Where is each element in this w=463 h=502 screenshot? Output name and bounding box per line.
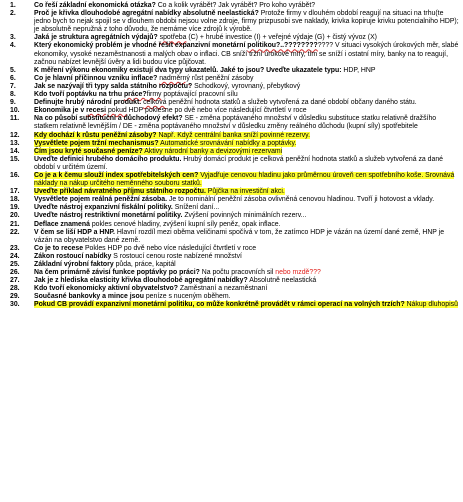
question-text <box>34 10 459 33</box>
question-prompt: V čem se liší HDP a HNP. <box>34 228 115 236</box>
question-number: 26. <box>10 269 20 277</box>
question-number: 8. <box>10 91 16 99</box>
question-number: 11. <box>10 115 20 123</box>
question-item <box>4 301 459 309</box>
question-item <box>4 75 459 83</box>
question-text <box>34 285 267 292</box>
question-number: 28. <box>10 285 20 293</box>
question-prompt: Jak se nazývají tři typy salda státního rozpočtu? <box>34 82 193 90</box>
question-text <box>34 245 256 252</box>
answer-text: HDP poklesne po dvě nebo více následující čtvrtletí v roce <box>126 107 307 115</box>
question-number: 1. <box>10 2 16 9</box>
question-number: 25. <box>10 261 20 268</box>
question-prompt: Uveďte nástroj restriktivní monetární politiky. <box>34 212 183 220</box>
question-prompt: Kdo tvoří ekonomicky aktivní obyvatelstvo? <box>34 285 178 293</box>
question-text <box>34 132 310 139</box>
question-item <box>4 285 459 293</box>
question-prompt: Zákon rostoucí nabídky <box>34 252 112 260</box>
question-item <box>4 115 459 131</box>
question-text <box>34 140 296 147</box>
question-number: 18. <box>10 196 20 204</box>
answer-text: Co a kolik vyrábět? Jak vyrábět? Pro koho vyrábět? <box>155 2 316 9</box>
question-prompt: Uveďte definici hrubého domácího produktu. <box>34 155 182 163</box>
question-item <box>4 91 459 99</box>
question-text <box>34 156 443 171</box>
question-item <box>4 2 459 10</box>
question-number: 10. <box>10 107 20 115</box>
question-item <box>4 10 459 34</box>
question-item <box>4 140 459 148</box>
question-item <box>4 269 459 277</box>
question-text <box>34 301 458 308</box>
question-number: 2. <box>10 10 16 18</box>
question-prompt: Definujte hrubý národní produkt. <box>34 99 142 107</box>
answer-text: Pokles HDP po dvě nebo více následující čtvrtletí v roce <box>83 244 257 252</box>
question-prompt: Deflace znamená <box>34 220 90 228</box>
question-prompt: recesi <box>86 107 107 115</box>
question-prompt: Který ekonomický problém je vhodné řešit expanzivní monetární <box>34 42 248 50</box>
question-prompt: Kdy dochází k růstu peněžní zásoby? <box>34 131 157 139</box>
question-number: 30. <box>10 301 20 309</box>
answer-text: Na počtu pracovních sil <box>199 269 276 277</box>
question-text <box>34 277 316 284</box>
question-text <box>34 269 321 276</box>
question-number: 29. <box>10 293 20 301</box>
question-item <box>4 156 459 172</box>
question-number: 19. <box>10 204 20 212</box>
question-text <box>34 91 238 98</box>
question-item <box>4 148 459 156</box>
question-prompt: politikou?..???????? <box>247 42 318 50</box>
question-item <box>4 204 459 212</box>
question-text <box>34 212 306 219</box>
question-item <box>4 83 459 91</box>
answer-text: peněžní hodnota statků a služeb vytvořená za dané období občany daného státu. <box>166 99 417 107</box>
answer-text: SE - změna poptávaného množství v důsledku substituce statku relativně dražšího statkem relativně levnějším / DE - změna poptávaného množství v důsledku změny reálného důchodu (kupní síly) spotřebitele <box>34 115 437 131</box>
answer-text: Je to nominální peněžní zásoba ovlivněná cenovou hladinou. Tvoří ji hotovost a vklady. <box>167 196 435 204</box>
question-prompt: Jaké to jsou? Uveďte ukazatele typu: <box>220 66 342 74</box>
question-text <box>34 148 282 155</box>
question-prompt: Uveďte příklad návratného příjmu státního rozpočtu. <box>34 188 206 196</box>
question-text <box>34 229 444 244</box>
answer-text: Zaměstnaní a nezaměstnaní <box>177 285 268 293</box>
question-prompt: Základní výrobní faktory <box>34 261 114 268</box>
question-text <box>34 221 281 228</box>
question-number: 13. <box>10 139 20 147</box>
question-item <box>4 196 459 204</box>
question-number: 16. <box>10 171 20 179</box>
question-number: 9. <box>10 99 16 107</box>
question-prompt: Vysvětlete pojem reálná peněžní zásoba. <box>34 196 168 204</box>
question-number: 27. <box>10 277 20 285</box>
question-text <box>34 261 176 268</box>
question-prompt: Ekonomika je v <box>34 107 87 115</box>
question-prompt: práce? <box>123 91 147 99</box>
question-item <box>4 34 459 42</box>
question-number: 12. <box>10 131 20 139</box>
question-item <box>4 67 459 75</box>
answer-text: S rostoucí cenou roste nabízené množství <box>111 252 242 260</box>
answer-text: nadměrný <box>159 74 190 82</box>
question-item <box>4 212 459 220</box>
answer-text: firmy <box>146 91 162 99</box>
question-prompt: K měření výkonu ekonomiky existují dva typy ukazatelů. <box>34 66 219 74</box>
question-prompt: Současné bankovky a mince jsou <box>34 293 144 301</box>
question-prompt: Co je a k čemu slouží index spotřebitelských cen? <box>34 171 199 179</box>
question-prompt: Co řeší základní ekonomická otázka? <box>34 2 156 9</box>
question-text <box>34 204 219 211</box>
question-number: 23. <box>10 244 20 252</box>
question-number: 20. <box>10 212 20 220</box>
question-prompt: Na co působí substituční a důchodový efekt? <box>34 115 183 123</box>
question-number: 22. <box>10 228 20 236</box>
question-text <box>34 2 315 9</box>
question-number: 21. <box>10 220 20 228</box>
question-text <box>34 293 231 300</box>
answer-text: celková <box>143 99 167 107</box>
answer-text: spotřeba <box>159 34 187 42</box>
question-text <box>34 75 253 82</box>
question-prompt: Vysvětlete pojem tržní mechanismus? <box>34 139 159 147</box>
question-text <box>34 83 300 90</box>
answer-text: růst peněžní zásoby <box>189 74 254 82</box>
question-number: 7. <box>10 82 16 90</box>
question-prompt: Co je hlavní příčinnou vzniku inflace? <box>34 74 158 82</box>
answer-text: HDP, HNP <box>341 66 376 74</box>
answer-text: pokud <box>107 107 127 115</box>
question-text <box>34 107 307 114</box>
question-text <box>34 42 458 65</box>
answer-text: ???? V situaci vysokých úrokových měr, slabé ekonomiky, vysoké nezaměstnanosti a malých obav o inflaci. CB sníží tržní úrokové míry, tím se sníží i ostatní míry, banky na to reagují, začnou nabízet levnější úvěry a lidi budou více půjčovat. <box>34 42 459 66</box>
answer-text: peníze s nuceným oběhem. <box>143 293 231 301</box>
answer-text: Snížení daní... <box>172 204 220 212</box>
answer-text: Automatické srovnávání nabídky a poptávky. <box>158 139 297 147</box>
question-item <box>4 245 459 253</box>
question-text <box>34 196 434 203</box>
question-number: 4. <box>10 42 16 50</box>
question-item <box>4 277 459 285</box>
question-prompt: Pokud CB provádí expanzivní monetární politiku, co může konkrétně provádět v rámci operací na volných trzích? <box>34 301 405 309</box>
question-item <box>4 253 459 261</box>
answer-text: Zvýšení povinných minimálních rezerv... <box>182 212 307 220</box>
question-text <box>34 67 375 74</box>
answer-text: Absolutně neelastická <box>247 277 317 285</box>
question-list <box>4 2 459 310</box>
question-prompt: Jak je z hlediska elasticity křivka dlouhodobé agregátní nabídky? <box>34 277 248 285</box>
question-text <box>34 172 454 187</box>
answer-text: nebo mzdě??? <box>275 269 321 277</box>
answer-text: poptávající pracovní sílu <box>161 91 238 99</box>
question-prompt: Kdo tvoří poptávku na trhu <box>34 91 124 99</box>
answer-text: Vyjadřuje cenovou hladinu jako průměrnou úroveň cen spotřebního koše. Srovnává náklady na nákup určitého neměnného souboru statků. <box>34 171 455 188</box>
question-prompt: Jaká je struktura agregátních výdajů? <box>34 34 158 42</box>
question-text <box>34 253 242 260</box>
answer-text: pokles cenové hladiny, zvýšení kupní síly peněz, opak inflace. <box>89 220 281 228</box>
answer-text: Hlavní rozdíl mezi oběma veličinami spočívá v tom, že zatímco HDP je vázán na území dané země, HNP je vázán na obyvatelstvo dané země. <box>34 228 445 244</box>
question-text <box>34 188 285 195</box>
question-text <box>34 115 436 130</box>
question-number: 15. <box>10 155 20 163</box>
answer-text: Protože firmy v dlouhém období reagují na situaci na trhu(te jedno bych to nejak spojil se v dlouhem obdobi nejsou volne zdroje, firmy prizpusobi sve naklady, krivka kopiruje krivku potencialniho HDP); je absolutně nepružná z toho důvodu, že nemáme více zdrojů k výrobě. <box>34 10 459 34</box>
question-prompt: Čím jsou kryté současné peníze? <box>34 147 143 155</box>
answer-text: Hrubý domácí produkt je celková peněžní hodnota statků a služeb vytvořená za dané období v určitém území. <box>34 155 443 171</box>
question-number: 6. <box>10 74 16 82</box>
question-prompt: Na čem primárně závisí funkce poptávky po práci? <box>34 269 200 277</box>
answer-text: Nákup dluhopisů <box>404 301 458 309</box>
question-text <box>34 34 377 41</box>
question-number: 24. <box>10 252 20 260</box>
question-item <box>4 132 459 140</box>
question-item <box>4 42 459 66</box>
question-number: 3. <box>10 34 16 42</box>
question-item <box>4 188 459 196</box>
question-item <box>4 172 459 188</box>
question-item <box>4 261 459 269</box>
answer-text: (C) + hrubé investice (I) + veřejné výdaje (G) + čistý vývoz (X) <box>186 34 377 42</box>
answer-text: Půjčka na investiční akci. <box>205 188 285 196</box>
question-item <box>4 229 459 245</box>
question-prompt: Co je to recese <box>34 244 84 252</box>
question-prompt: Uveďte nástroj expanzivní fiskální politiky. <box>34 204 173 212</box>
question-prompt: Proč je křivka dlouhodobé agregátní nabídky absolutně neelastická? <box>34 10 259 18</box>
answer-text: půda, práce, kapitál <box>113 261 176 268</box>
answer-text: Např. Když centrální banka sníží povinné rezervy. <box>156 131 310 139</box>
question-number: 5. <box>10 66 16 74</box>
answer-text: Aktivy národní banky a devizovými rezervami <box>142 147 283 155</box>
question-item <box>4 221 459 229</box>
answer-text: Schodkový, vyrovnaný, přebytkový <box>192 82 301 90</box>
question-item <box>4 99 459 107</box>
question-text <box>34 99 417 106</box>
question-number: 17. <box>10 188 20 196</box>
question-number: 14. <box>10 147 20 155</box>
